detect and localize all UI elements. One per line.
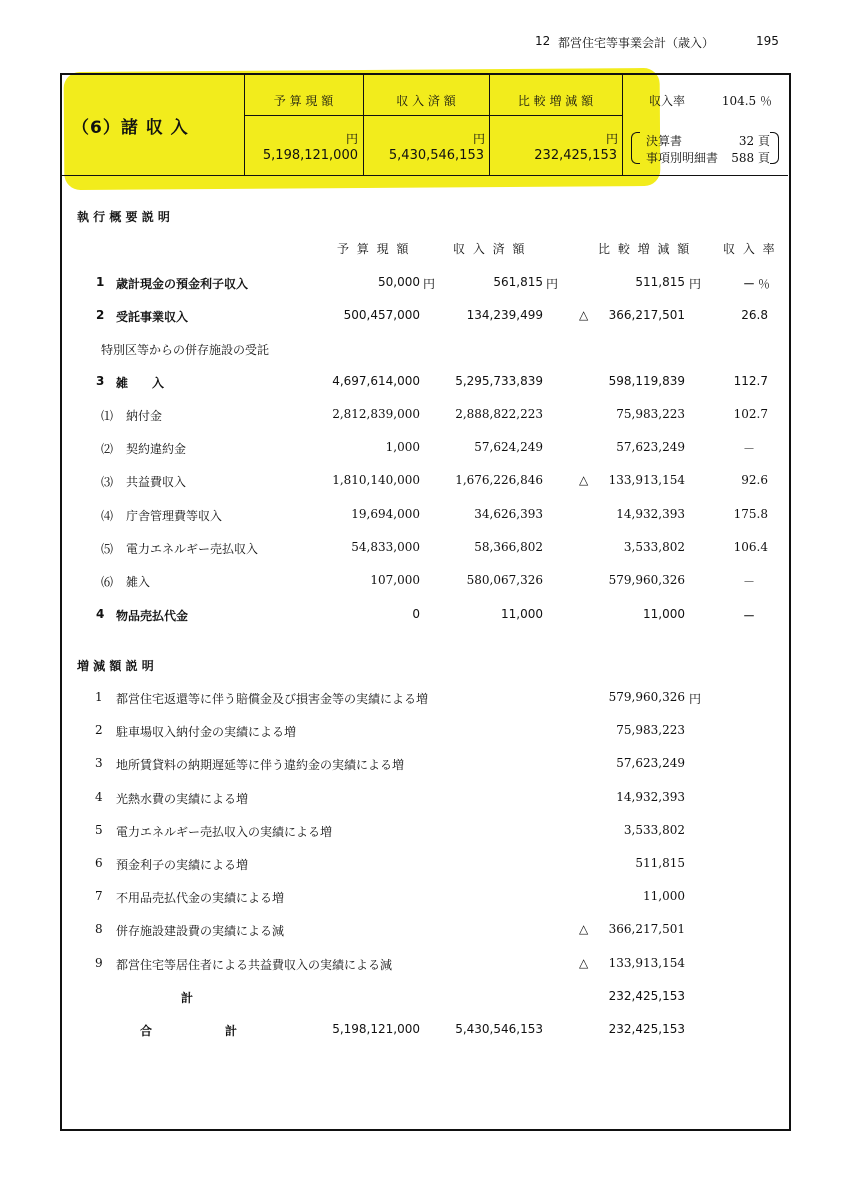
overview-row-revenue: 1,676,226,846 [455,473,543,487]
overview-row-rate: － [742,575,755,589]
overview-row-budget: 19,694,000 [351,507,420,521]
total-label-first: 合 [140,1024,153,1038]
summary-revenue: 5,430,546,153 [388,148,484,163]
overview-row-rate: － [742,277,755,291]
rate-value: 104.5 ％ [721,94,772,108]
ref-detail-label: 事項別明細書 [646,151,719,165]
summary-sep-4 [622,74,623,175]
summary-yen-1: 円 [346,132,359,146]
change-row-amount: 75,983,223 [616,723,685,737]
overview-row-rate: 26.8 [741,308,768,322]
change-row-num: 2 [95,723,103,737]
change-row-triangle: △ [579,956,589,970]
section-title: （6）諸 収 入 [72,118,189,138]
overview-row-diff: 366,217,501 [608,308,685,322]
overview-row-revenue: 58,366,802 [474,540,543,554]
ref-settlement-label: 決算書 [646,134,683,148]
overview-row-revenue: 57,624,249 [474,440,543,454]
overview-row-label: 庁舎管理費等収入 [126,509,223,523]
change-row-triangle: △ [579,922,589,936]
overview-row-rate: － [742,442,755,456]
overview-row-label: 電力エネルギー売払収入 [126,542,259,556]
overview-row-diff: 57,623,249 [616,440,685,454]
overview-row-rate: 92.6 [741,473,768,487]
overview-row-label: 受託事業収入 [116,310,189,324]
summary-col-revenue: 収 入 済 額 [396,94,456,108]
header-title: 都営住宅等事業会計（歳入） [558,36,715,50]
change-row-amount: 366,217,501 [608,922,685,936]
overview-row-diff: 3,533,802 [623,540,685,554]
overview-row-num: 4 [96,607,105,621]
page-number: 195 [756,34,779,48]
ref-detail-page: 588 頁 [731,151,770,165]
overview-row-diff: 75,983,223 [616,407,685,421]
change-row-label: 電力エネルギー売払収入の実績による増 [116,825,333,839]
overview-row-rate-unit: ％ [758,277,771,291]
overview-row-budget: 2,812,839,000 [332,407,420,421]
change-row-amount: 3,533,802 [623,823,685,837]
change-row-label: 都営住宅等居住者による共益費収入の実績による減 [116,958,393,972]
overview-row-triangle: △ [579,308,589,322]
change-row-label: 不用品売払代金の実績による増 [116,891,285,905]
overview-row-revenue: 34,626,393 [474,507,543,521]
chapter-number: 12 [535,34,551,48]
overview-row-num: 3 [96,374,105,388]
change-row-num: 5 [95,823,103,837]
summary-yen-2: 円 [473,132,486,146]
overview-row-label: 歳計現金の預金利子収入 [116,277,249,291]
overview-row-rate: 106.4 [733,540,768,554]
summary-col-diff: 比 較 増 減 額 [517,94,594,108]
total-diff: 232,425,153 [608,1022,685,1036]
change-row-label: 預金利子の実績による増 [116,858,249,872]
overview-row-diff-unit: 円 [689,277,702,291]
overview-row-label: 共益費収入 [126,475,187,489]
summary-divider [244,115,622,116]
overview-row-revenue-unit: 円 [546,277,559,291]
change-row-amount: 511,815 [635,856,685,870]
overview-row-revenue: 134,239,499 [466,308,543,322]
overview-row-diff: 133,913,154 [608,473,685,487]
overview-row-num: ⑸ [101,542,114,556]
overview-row-budget: 1,000 [385,440,420,454]
overview-row-diff: 511,815 [635,275,685,289]
overview-row-budget: 1,810,140,000 [332,473,420,487]
summary-yen-3: 円 [606,132,619,146]
change-row-unit: 円 [689,692,702,706]
overview-row-rate: 175.8 [733,507,768,521]
overview-row-revenue: 2,888,822,223 [455,407,543,421]
change-row-num: 9 [95,956,103,970]
total-budget: 5,198,121,000 [332,1022,420,1036]
overview-row-revenue: 11,000 [501,607,543,621]
overview-row-budget: 107,000 [370,573,420,587]
overview-row-revenue: 5,295,733,839 [455,374,543,388]
overview-row-budget-unit: 円 [423,277,436,291]
summary-budget: 5,198,121,000 [262,148,358,163]
subtotal-label: 計 [181,991,194,1005]
overview-row-num: ⑷ [101,509,114,523]
overview-row-num: 2 [96,308,105,322]
overview-row-diff: 579,960,326 [608,573,685,587]
change-row-num: 1 [95,690,103,704]
overview-row-num: ⑵ [101,442,114,456]
total-label-second: 計 [225,1024,238,1038]
overview-row-budget: 50,000 [378,275,420,289]
overview-row-revenue: 561,815 [493,275,543,289]
change-row-num: 3 [95,756,103,770]
overview-row-budget: 54,833,000 [351,540,420,554]
overview-row-budget: 4,697,614,000 [332,374,420,388]
change-row-label: 光熱水費の実績による増 [116,792,249,806]
overview-row-triangle: △ [579,473,589,487]
overview-heading: 執 行 概 要 説 明 [77,210,170,224]
summary-diff: 232,425,153 [534,148,617,163]
overview-row-diff: 14,932,393 [616,507,685,521]
overview-col-budget: 予 算 現 額 [337,242,411,256]
summary-bottom [61,175,788,176]
change-row-label: 都営住宅返還等に伴う賠償金及び損害金等の実績による増 [116,692,429,706]
change-row-num: 8 [95,922,103,936]
change-row-num: 7 [95,889,103,903]
overview-col-revenue: 収 入 済 額 [453,242,527,256]
overview-col-diff: 比 較 増 減 額 [598,242,692,256]
change-row-amount: 57,623,249 [616,756,685,770]
changes-heading: 増 減 額 説 明 [77,659,154,673]
overview-row-label: 契約違約金 [126,442,187,456]
overview-row-label: 物品売払代金 [116,609,189,623]
change-row-amount: 133,913,154 [608,956,685,970]
overview-row-label: 納付金 [126,409,163,423]
overview-row-rate: － [742,609,755,623]
bracket-left [631,132,640,164]
summary-col-budget: 予 算 現 額 [273,94,334,108]
overview-note: 特別区等からの併存施設の受託 [101,343,270,357]
overview-row-label: 雑 入 [116,376,165,390]
overview-row-diff: 598,119,839 [608,374,685,388]
overview-row-num: ⑶ [101,475,114,489]
change-row-amount: 11,000 [643,889,685,903]
change-row-amount: 579,960,326 [608,690,685,704]
ref-settlement-page: 32 頁 [738,134,770,148]
total-revenue: 5,430,546,153 [455,1022,543,1036]
overview-col-rate: 収 入 率 [723,242,777,256]
change-row-num: 4 [95,790,103,804]
overview-row-diff: 11,000 [643,607,685,621]
overview-row-rate: 102.7 [733,407,768,421]
overview-row-rate: 112.7 [733,374,768,388]
bracket-right [770,132,779,164]
change-row-label: 駐車場収入納付金の実績による増 [116,725,297,739]
change-row-amount: 14,932,393 [616,790,685,804]
rate-label: 収入率 [649,94,686,108]
overview-row-budget: 500,457,000 [343,308,420,322]
overview-row-num: ⑹ [101,575,114,589]
overview-row-label: 雑入 [126,575,151,589]
change-row-num: 6 [95,856,103,870]
change-row-label: 併存施設建設費の実績による減 [116,924,285,938]
overview-row-budget: 0 [412,607,420,621]
subtotal-amount: 232,425,153 [608,989,685,1003]
change-row-label: 地所賃貸料の納期遅延等に伴う違約金の実績による増 [116,758,405,772]
overview-row-revenue: 580,067,326 [466,573,543,587]
overview-row-num: 1 [96,275,105,289]
overview-row-num: ⑴ [101,409,114,423]
